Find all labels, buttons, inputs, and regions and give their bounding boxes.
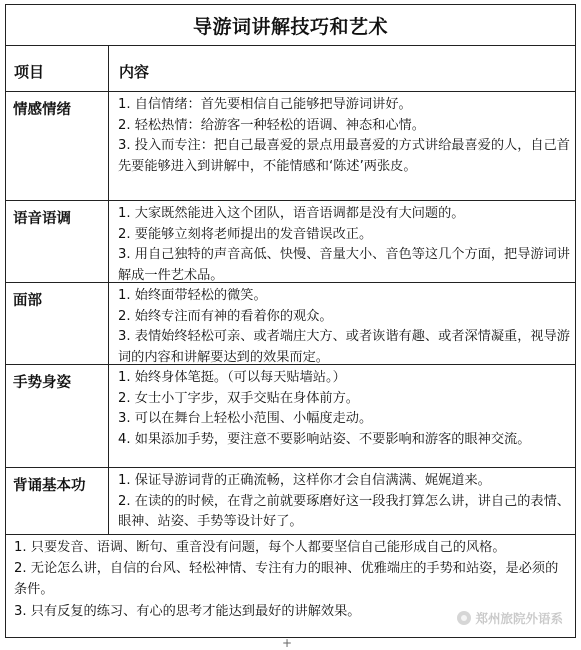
content-line: 3. 表情始终轻松可亲、或者端庄大方、或者诙谐有趣、或者深情凝重，视导游词的内容和讲解要达到的效果而定。	[118, 329, 570, 365]
content-line: 2. 始终专注而有神的看着你的观众。	[118, 308, 333, 324]
table-row-posture	[6, 365, 575, 468]
table-row-face	[6, 283, 575, 365]
content-line: 1. 大家既然能进入这个团队，语音语调都是没有大问题的。	[118, 206, 465, 221]
content-line: 2. 轻松热情：给游客一种轻松的语调、神态和心情。	[118, 117, 425, 133]
plus-icon[interactable]: +	[282, 636, 293, 650]
content-line: 1. 始终面带轻松的微笑。	[118, 288, 267, 303]
table-row-emotion	[6, 92, 575, 201]
row-content	[110, 286, 576, 368]
row-label: 背诵基本功	[6, 468, 109, 534]
content-line: 2. 在读的的时候，在背之前就要琢磨好这一段我打算怎么讲，讲自己的表情、眼神、站姿、手势等设计好了。	[118, 493, 570, 529]
content-line: 1. 始终身体笔挺。（可以每天贴墙站。）	[118, 370, 346, 385]
header-content: 内容	[119, 63, 150, 81]
content-line: 3. 投入而专注：把自己最喜爱的景点用最喜爱的方式讲给最喜爱的人，自己首先要能够进入到讲解中，不能情感和‘陈述’两张皮。	[118, 138, 570, 174]
watermark	[457, 609, 563, 627]
row-content	[110, 471, 576, 533]
row-content	[110, 95, 576, 177]
table-row-recitation	[6, 468, 575, 535]
note-line: 3. 只有反复的练习、有心的思考才能达到最好的讲解效果。	[14, 603, 361, 619]
header-item: 项目	[6, 46, 109, 91]
row-label: 手势身姿	[6, 365, 109, 467]
content-line: 4. 如果添加手势，要注意不要影响站姿、不要影响和游客的眼神交流。	[118, 431, 531, 447]
row-content	[110, 368, 576, 450]
row-label: 情感情绪	[6, 92, 109, 200]
watermark-text: 郑州旅院外语系	[475, 611, 563, 626]
row-content	[110, 204, 576, 286]
document-table	[5, 4, 576, 638]
content-line: 2. 女士小丁字步，双手交贴在身体前方。	[118, 390, 359, 406]
row-label: 语音语调	[6, 201, 109, 282]
row-label: 面部	[6, 283, 109, 364]
note-line: 2. 无论怎么讲，自信的台风、轻松神情、专注有力的眼神、优雅端庄的手势和站姿，是必须的条件。	[14, 561, 559, 598]
table-row-voice	[6, 201, 575, 283]
content-line: 1. 自信情绪：首先要相信自己能够把导游词讲好。	[118, 97, 412, 112]
wechat-logo-icon	[457, 611, 471, 625]
content-line: 3. 可以在舞台上轻松小范围、小幅度走动。	[118, 411, 373, 426]
document-title: 导游词讲解技巧和艺术	[6, 5, 575, 46]
table-header	[6, 46, 575, 92]
content-line: 3. 用自己独特的声音高低、快慢、音量大小、音色等这几个方面，把导游词讲解成一件艺术品。	[118, 247, 570, 283]
note-line: 1. 只要发音、语调、断句、重音没有问题，每个人都要坚信自己能形成自己的风格。	[14, 540, 506, 555]
content-line: 1. 保证导游词背的正确流畅，这样你才会自信满满、娓娓道来。	[118, 473, 491, 488]
content-line: 2. 要能够立刻将老师提出的发音错误改正。	[118, 226, 373, 242]
